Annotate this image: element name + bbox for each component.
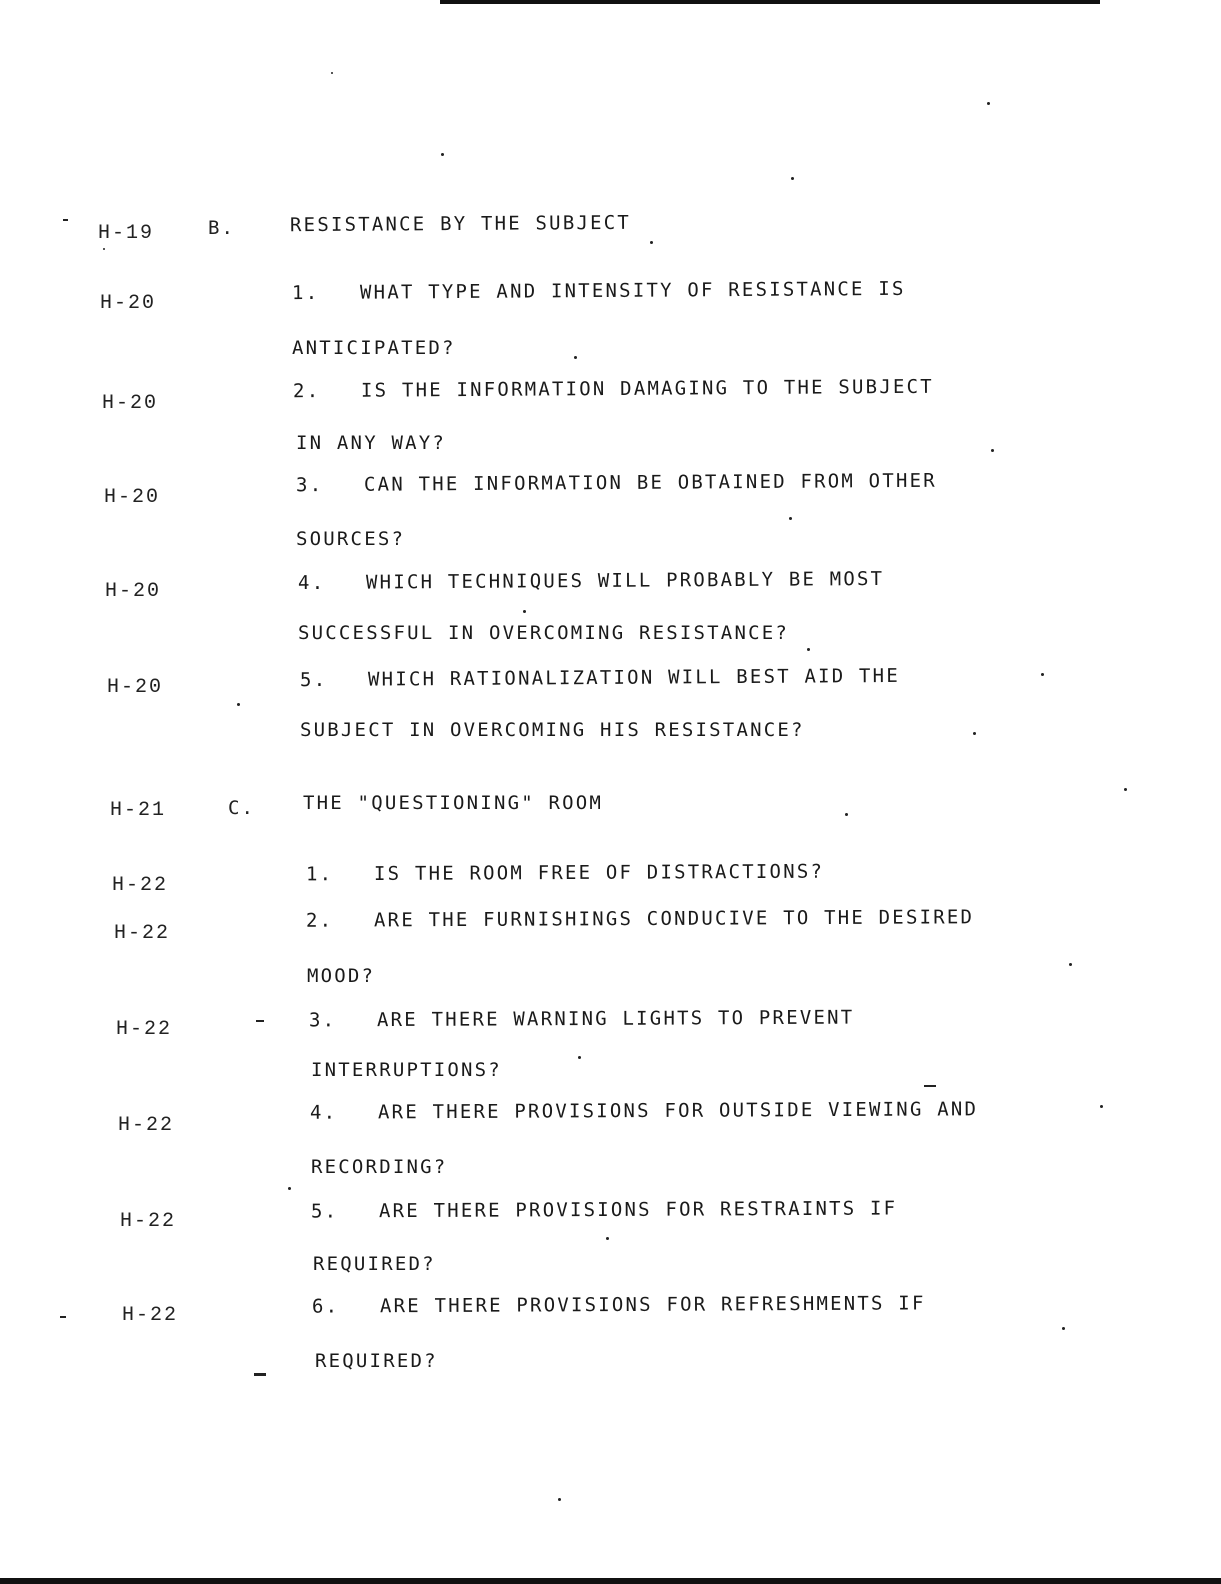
item-line-2: SUBJECT IN OVERCOMING HIS RESISTANCE? [300,719,805,741]
scan-speck [523,610,526,613]
item-line-2: MOOD? [307,965,376,987]
item-ref: H-22 [120,1210,177,1233]
item-ref: H-22 [114,922,171,945]
item-number: 2. [305,909,334,932]
item-line-2: REQUIRED? [315,1350,438,1372]
scan-speck [1062,1327,1065,1330]
item-line-2: SOURCES? [296,528,406,550]
item-ref: H-22 [122,1304,179,1327]
item-line-1: 1. WHAT TYPE AND INTENSITY OF RESISTANCE IS [291,277,906,305]
item-line-1: 5. WHICH RATIONALIZATION WILL BEST AID THE [299,664,900,692]
item-line-2: SUCCESSFUL IN OVERCOMING RESISTANCE? [298,622,790,644]
item-line-1: 5. ARE THERE PROVISIONS FOR RESTRAINTS IF [310,1197,898,1223]
item-ref: H-20 [102,392,159,415]
scan-speck [1100,1105,1103,1108]
scan-edge-top [440,0,1100,4]
scan-speck [237,703,240,706]
item-number: 1. [305,863,334,886]
scan-speck [789,517,792,520]
scan-speck [807,648,810,651]
item-ref: H-22 [118,1114,175,1137]
item-number: 1. [291,281,320,305]
section-b-letter: B. [208,217,235,239]
item-line-1: 2. IS THE INFORMATION DAMAGING TO THE SUBJECT [292,375,934,403]
section-b-heading: RESISTANCE BY THE SUBJECT [289,211,632,237]
scan-speck [578,1056,581,1059]
scan-speck [973,732,976,735]
item-line-2: ANTICIPATED? [292,337,456,359]
scan-mark [60,1316,66,1318]
item-line-1: 4. ARE THERE PROVISIONS FOR OUTSIDE VIEWING AND [309,1098,979,1124]
scan-mark [254,1373,266,1376]
item-line-2: IN ANY WAY? [296,432,447,454]
item-line-2: INTERRUPTIONS? [311,1059,502,1081]
item-line-1: 1. IS THE ROOM FREE OF DISTRACTIONS? [305,860,825,886]
scan-mark [63,219,68,221]
scan-mark [924,1085,936,1087]
scan-speck [558,1498,561,1501]
item-line-1: 2. ARE THE FURNISHINGS CONDUCIVE TO THE DESIRED [305,906,975,932]
scan-speck [574,356,577,359]
item-number: 6. [311,1295,340,1318]
scan-speck [987,102,990,105]
item-line-1: 4. WHICH TECHNIQUES WILL PROBABLY BE MOST [297,567,885,595]
scan-speck [606,1237,609,1240]
item-ref: H-22 [116,1018,173,1041]
item-line-2: RECORDING? [311,1156,448,1178]
item-number: 2. [292,380,321,403]
item-ref: H-22 [112,874,169,897]
item-ref: H-20 [104,486,161,509]
section-b-ref: H-19 [98,222,155,245]
item-line-1: 6. ARE THERE PROVISIONS FOR REFRESHMENTS IF [311,1292,926,1318]
item-ref: H-20 [105,580,162,603]
scan-mark [256,1020,264,1022]
scan-speck [1069,963,1072,966]
section-c-ref: H-21 [110,799,167,822]
section-c-letter: C. [228,797,255,819]
item-number: 3. [308,1009,337,1032]
scan-speck [650,241,653,244]
scan-speck [1124,788,1127,791]
scan-speck [845,813,848,816]
scan-speck [991,449,994,452]
scan-speck [441,153,444,156]
item-ref: H-20 [107,676,164,699]
item-number: 5. [310,1200,339,1223]
item-ref: H-20 [100,292,157,315]
item-line-1: 3. CAN THE INFORMATION BE OBTAINED FROM OTHER [295,469,937,497]
item-number: 4. [297,571,326,595]
scan-speck [1041,673,1044,676]
section-c-heading: THE "QUESTIONING" ROOM [303,792,604,814]
scan-edge-bottom [0,1578,1221,1584]
scan-speck [791,177,794,180]
item-number: 4. [309,1101,338,1124]
item-number: 3. [295,474,324,497]
scan-speck [331,72,333,74]
item-line-1: 3. ARE THERE WARNING LIGHTS TO PREVENT [308,1006,855,1032]
scan-speck [288,1187,291,1190]
item-number: 5. [299,668,328,692]
item-line-2: REQUIRED? [313,1253,436,1275]
scan-speck [103,248,105,250]
